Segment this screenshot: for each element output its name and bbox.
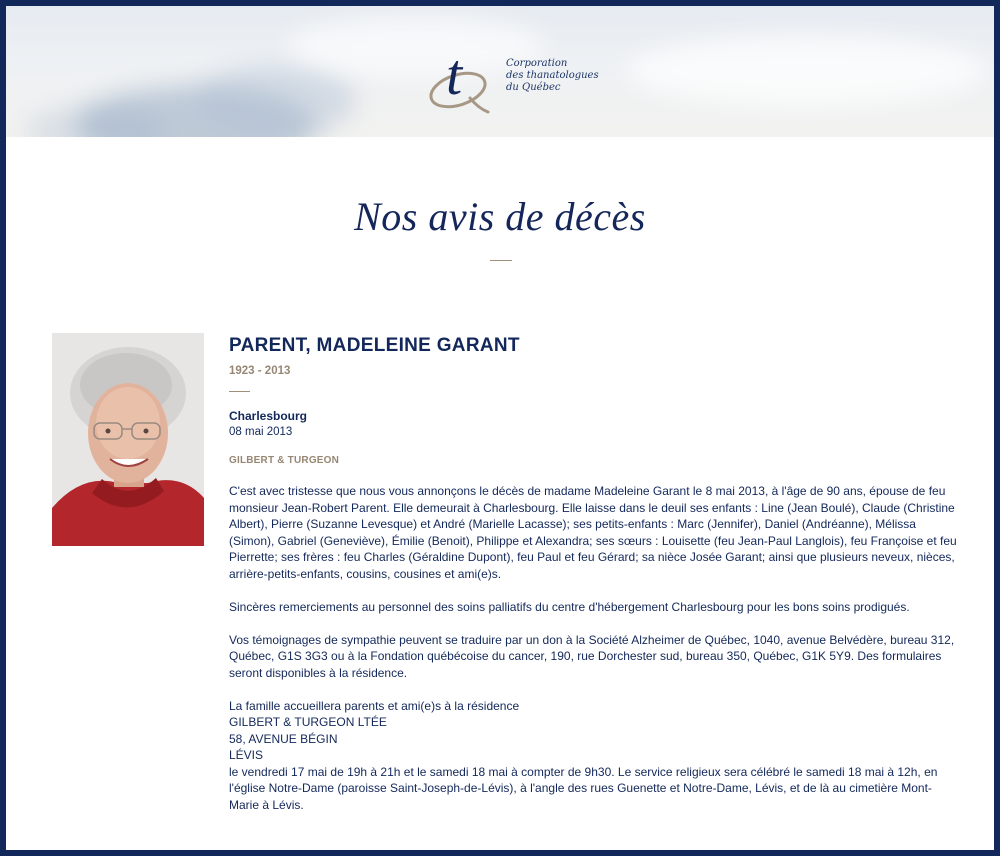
obituary-content bbox=[229, 332, 959, 813]
site-logo[interactable] bbox=[424, 40, 604, 116]
sky-cloud bbox=[626, 36, 986, 106]
visitation-block bbox=[229, 698, 959, 814]
obituary-paragraph-1: C'est avec tristesse que nous vous annonçons le décès de madame Madeleine Garant le 8 mai 2013, à l'âge de 90 ans, épouse de feu monsieur Jean-Robert Parent. Elle demeurait à Charlesbourg. Elle laisse dans le deuil ses enfants : Line (Jean Boulé), Claude (Christine Albert), Pierre (Suzanne Levesque) et André (Marielle Lacasse); ses petits-enfants : Marc (Jennifer), Daniel (Andréanne), Mélissa (Simon), Gabriel (Geneviève), Émilie (Benoit), Philippe et Alexandra; ses sœurs : Louisette (feu Jean-Paul Langlois), feu Françoise et feu Pierrette; ses frères : feu Charles (Géraldine Dupont), feu Paul et feu Gérard; sa nièce Josée Garant; ainsi que plusieurs neveux, nièces, arrière-petits-enfants, cousins, cousines et ami(e)s. bbox=[229, 484, 957, 581]
city-label: Charlesbourg bbox=[229, 409, 308, 423]
title-divider bbox=[490, 260, 512, 261]
visitation-city: LÉVIS bbox=[229, 748, 264, 762]
deceased-name: PARENT, MADELEINE GARANT bbox=[229, 335, 520, 356]
funeral-home-link[interactable]: GILBERT & TURGEON bbox=[229, 455, 340, 466]
obituary-text bbox=[229, 483, 959, 813]
deceased-photo bbox=[52, 333, 204, 546]
logo-wordmark bbox=[506, 58, 599, 94]
portrait-image bbox=[52, 333, 204, 546]
obituary-paragraph-2: Sincères remerciements au personnel des soins palliatifs du centre d'hébergement Charlesbourg pour les bons soins prodigués. bbox=[229, 599, 910, 614]
visitation-intro: La famille accueillera parents et ami(e)s à la résidence bbox=[229, 698, 520, 713]
sky-cloud bbox=[196, 66, 356, 136]
years-divider bbox=[229, 391, 250, 392]
visitation-address: 58, AVENUE BÉGIN bbox=[229, 731, 338, 746]
notice-date: 08 mai 2013 bbox=[229, 426, 293, 438]
obituary-paragraph-3: Vos témoignages de sympathie peuvent se traduire par un don à la Société Alzheimer de Québec, 1040, avenue Belvédère, bureau 312, Québec, G1S 3G3 ou à la Fondation québécoise du cancer, 190, rue Dorchester sud, bureau 350, Québec, G1K 5Y9. Des formulaires seront disponibles à la résidence. bbox=[229, 632, 955, 680]
logo-mark-icon bbox=[424, 40, 496, 116]
logo-line-1: Corporation bbox=[506, 58, 568, 69]
visitation-details: le vendredi 17 mai de 19h à 21h et le samedi 18 mai à compter de 9h30. Le service religieux sera célébré le samedi 18 mai à 12h, en l'église Notre-Dame (paroisse Saint-Joseph-de-Lévis), à l'angle des rues Guenette et Notre-Dame, Lévis, et de là au cimetière Mont-Marie à Lévis. bbox=[229, 764, 938, 812]
logo-line-2: des thanatologues bbox=[506, 70, 599, 81]
header-banner bbox=[6, 6, 994, 137]
life-years: 1923 - 2013 bbox=[229, 365, 291, 377]
logo-letter: t bbox=[446, 42, 463, 107]
logo-line-3: du Québec bbox=[506, 82, 561, 93]
visitation-company: GILBERT & TURGEON LTÉE bbox=[229, 715, 387, 729]
page-title: Nos avis de décès bbox=[354, 194, 646, 239]
